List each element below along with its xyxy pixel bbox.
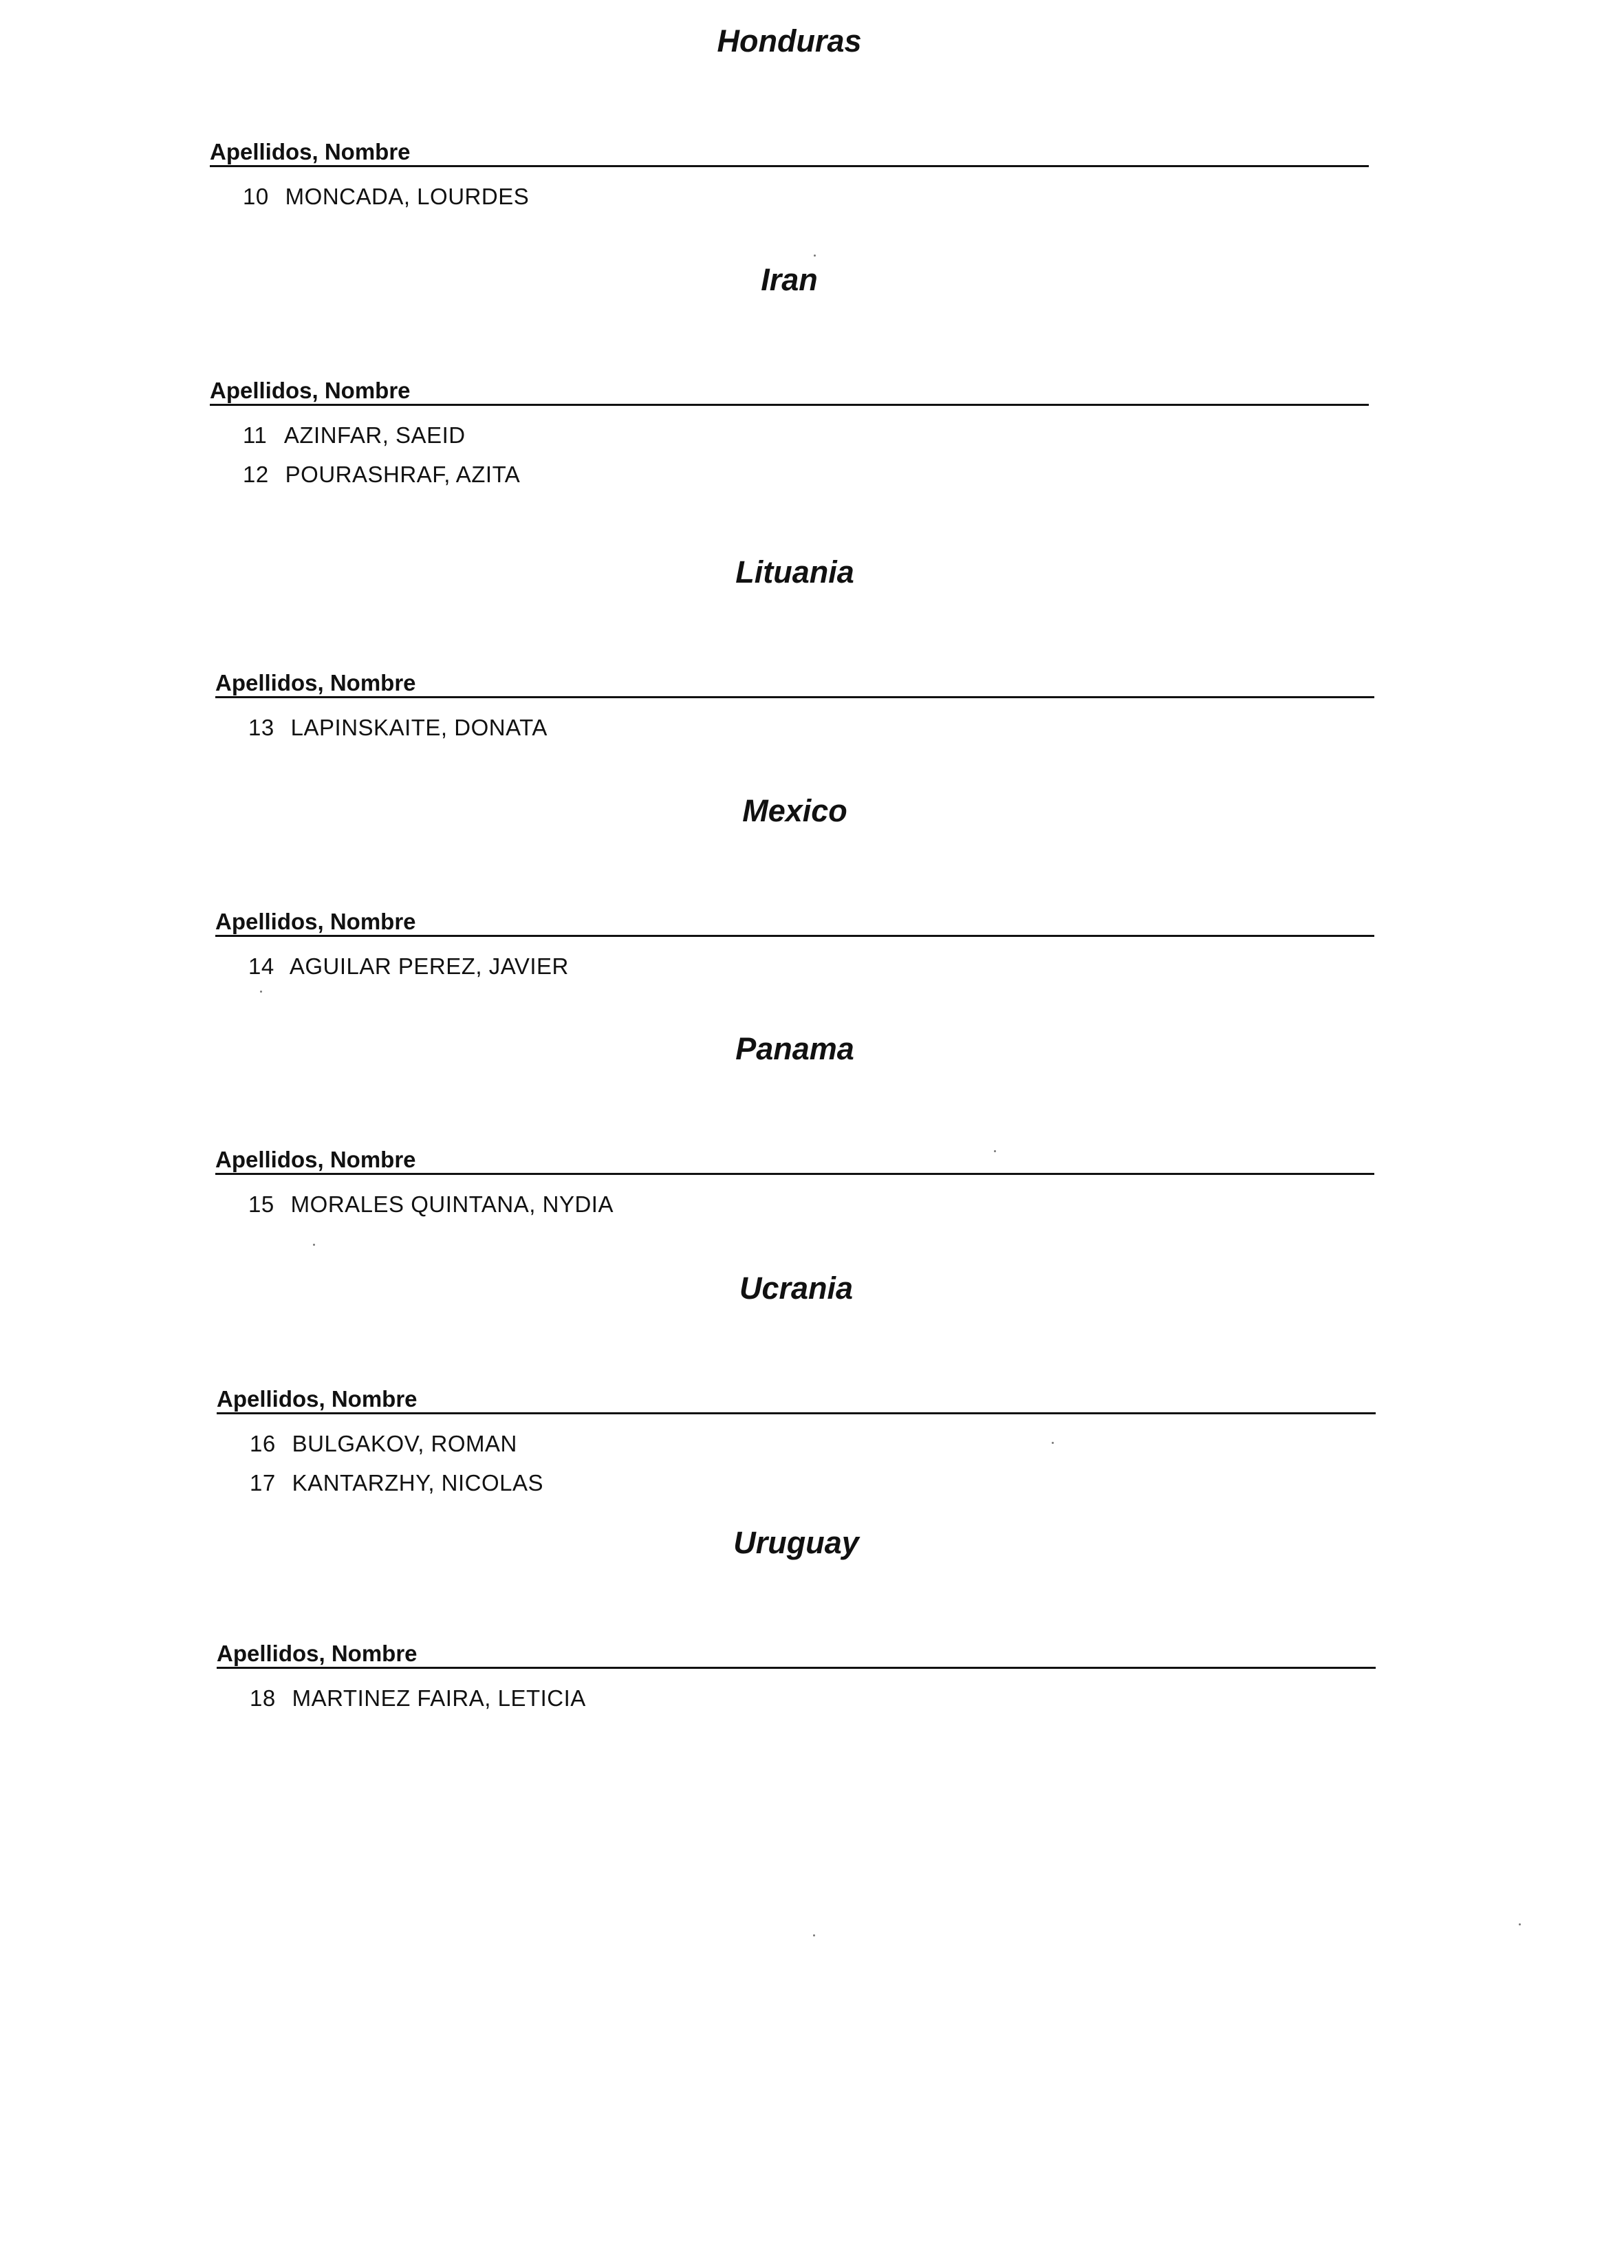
- entry-list: [250, 1424, 543, 1502]
- header-rule: [215, 1173, 1374, 1175]
- scan-speck: [1052, 1442, 1054, 1444]
- column-header: Apellidos, Nombre: [215, 670, 416, 695]
- list-item: [248, 947, 569, 986]
- header-rule: [210, 404, 1369, 406]
- column-header: Apellidos, Nombre: [215, 1147, 416, 1172]
- entry-name: MARTINEZ FAIRA, LETICIA: [292, 1685, 586, 1711]
- entry-number: 10: [243, 184, 269, 209]
- country-title: Ucrania: [739, 1271, 854, 1306]
- entry-name: POURASHRAF, AZITA: [285, 462, 521, 487]
- entry-number: 15: [248, 1191, 274, 1217]
- list-item: [243, 177, 529, 216]
- list-item: [248, 1185, 614, 1224]
- scan-speck: [1519, 1923, 1521, 1925]
- header-rule: [215, 696, 1374, 698]
- entry-number: 18: [250, 1685, 276, 1711]
- entry-list: [243, 177, 529, 216]
- country-title: Uruguay: [733, 1525, 859, 1560]
- scan-speck: [313, 1244, 315, 1246]
- list-item: [243, 415, 520, 455]
- header-rule: [217, 1667, 1376, 1669]
- column-header: Apellidos, Nombre: [215, 909, 416, 934]
- entry-name: BULGAKOV, ROMAN: [292, 1431, 517, 1456]
- entry-name: MORALES QUINTANA, NYDIA: [290, 1191, 614, 1217]
- country-title: Panama: [735, 1031, 854, 1066]
- list-item: [248, 708, 548, 747]
- country-title: Lituania: [735, 554, 854, 590]
- entry-list: [243, 415, 520, 494]
- entry-name: MONCADA, LOURDES: [285, 184, 530, 209]
- list-item: [250, 1463, 543, 1502]
- country-title: Honduras: [717, 23, 862, 58]
- country-title: Mexico: [742, 793, 847, 828]
- entry-name: AGUILAR PEREZ, JAVIER: [289, 953, 569, 979]
- entry-list: [248, 947, 569, 986]
- scan-speck: [994, 1150, 996, 1152]
- entry-number: 13: [248, 715, 274, 740]
- header-rule: [215, 935, 1374, 937]
- entry-number: 14: [248, 953, 274, 979]
- entry-number: 12: [243, 462, 269, 487]
- entry-name: AZINFAR, SAEID: [283, 422, 466, 448]
- column-header: Apellidos, Nombre: [210, 139, 411, 164]
- column-header: Apellidos, Nombre: [217, 1386, 418, 1412]
- header-rule: [210, 165, 1369, 167]
- scan-speck: [814, 255, 816, 257]
- scan-speck: [813, 1934, 815, 1936]
- entry-name: KANTARZHY, NICOLAS: [292, 1470, 544, 1495]
- entry-number: 11: [243, 422, 268, 448]
- entry-number: 17: [250, 1470, 276, 1495]
- entry-number: 16: [250, 1431, 276, 1456]
- column-header: Apellidos, Nombre: [210, 378, 411, 403]
- entry-name: LAPINSKAITE, DONATA: [290, 715, 548, 740]
- entry-list: [250, 1678, 586, 1718]
- header-rule: [217, 1412, 1376, 1414]
- scan-speck: [260, 991, 262, 993]
- list-item: [250, 1678, 586, 1718]
- list-item: [243, 455, 520, 494]
- list-item: [250, 1424, 543, 1463]
- column-header: Apellidos, Nombre: [217, 1641, 418, 1666]
- entry-list: [248, 1185, 614, 1224]
- country-title: Iran: [761, 262, 818, 297]
- entry-list: [248, 708, 548, 747]
